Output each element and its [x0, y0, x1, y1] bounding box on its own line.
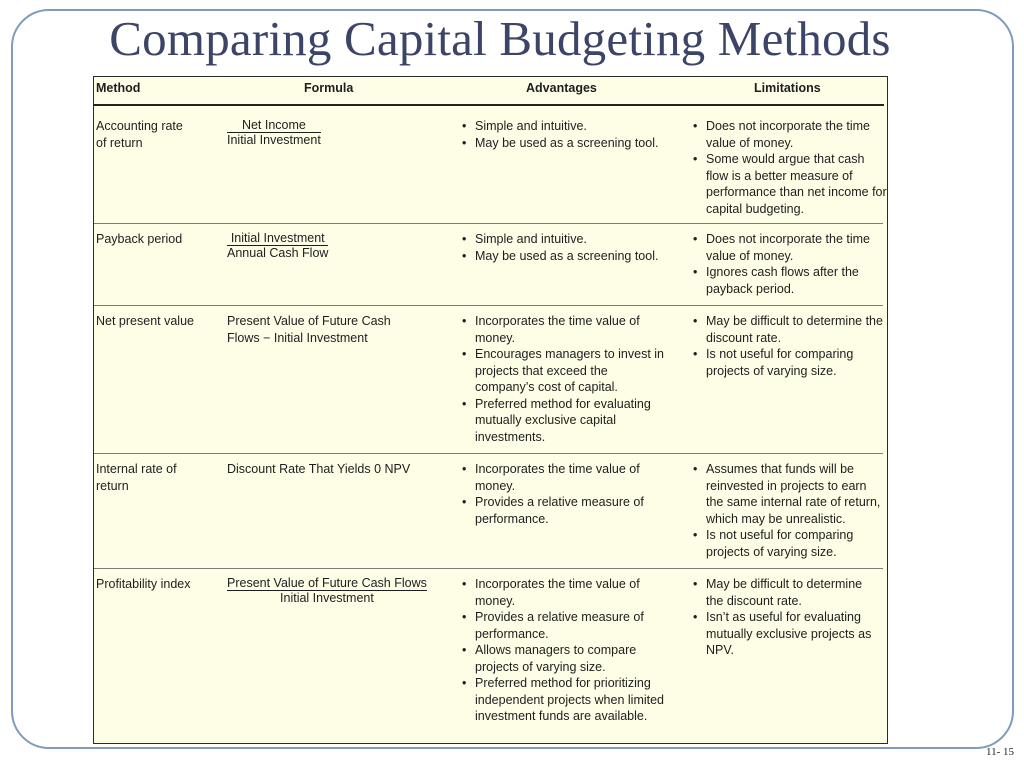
- formula-numerator: Initial Investment: [227, 231, 328, 246]
- header-formula: Formula: [304, 81, 354, 95]
- advantages-list: [460, 231, 684, 264]
- advantages-list: [460, 576, 665, 725]
- comparison-table: [93, 76, 888, 744]
- formula-numerator: Net Income: [227, 118, 321, 133]
- method-name: Profitability index: [96, 577, 191, 591]
- advantage-item: • May be used as a screening tool.: [460, 248, 684, 265]
- limitations-list: [691, 231, 887, 297]
- header-method: Method: [96, 81, 141, 95]
- formula-fraction: [227, 576, 452, 607]
- method-name: Net present value: [96, 314, 194, 328]
- limitation-item: • Does not incorporate the time value of money.: [691, 231, 887, 264]
- advantage-item: • Preferred method for evaluating mutually exclusive capital investments.: [460, 396, 665, 446]
- formula-denominator: Initial Investment: [227, 133, 321, 147]
- limitation-item: • Some would argue that cash flow is a better measure of performance than net income for capital budgeting.: [691, 151, 887, 217]
- limitation-item: • May be difficult to determine the discount rate.: [691, 313, 887, 346]
- header-limitations: Limitations: [754, 81, 821, 95]
- formula-fraction: [227, 118, 452, 149]
- formula-text: Present Value of Future Cash Flows − Initial Investment: [227, 314, 391, 345]
- advantage-item: • Provides a relative measure of performance.: [460, 494, 650, 527]
- formula-numerator: Present Value of Future Cash Flows: [227, 576, 427, 590]
- header-advantages: Advantages: [526, 81, 597, 95]
- table-row-accounting-rate-of-return: [94, 111, 887, 224]
- table-row-profitability-index: [94, 569, 883, 744]
- limitation-item: • Is not useful for comparing projects of varying size.: [691, 346, 887, 379]
- formula-denominator: Annual Cash Flow: [227, 246, 329, 260]
- advantages-list: [460, 313, 665, 445]
- advantage-item: • Encourages managers to invest in projects that exceed the company’s cost of capital.: [460, 346, 665, 396]
- slide-title: Comparing Capital Budgeting Methods: [109, 11, 891, 66]
- table-row-internal-rate-of-return: [94, 454, 883, 569]
- limitation-item: • Is not useful for comparing projects of varying size.: [691, 527, 887, 560]
- limitations-list: [691, 313, 887, 379]
- limitation-item: • May be difficult to determine the discount rate.: [691, 576, 876, 609]
- limitation-item: • Does not incorporate the time value of money.: [691, 118, 887, 151]
- table-row-payback-period: [94, 224, 883, 306]
- advantage-item: • Preferred method for prioritizing independent projects when limited investment funds are available.: [460, 675, 665, 725]
- advantage-item: • Provides a relative measure of performance.: [460, 609, 665, 642]
- advantage-item: • Incorporates the time value of money.: [460, 461, 650, 494]
- formula-fraction: [227, 231, 452, 262]
- table-row-net-present-value: [94, 306, 883, 454]
- advantage-item: • Simple and intuitive.: [460, 231, 684, 248]
- advantage-item: • Incorporates the time value of money.: [460, 313, 665, 346]
- limitation-item: • Assumes that funds will be reinvested in projects to earn the same internal rate of return, which may be unrealistic.: [691, 461, 887, 527]
- advantages-list: [460, 118, 684, 151]
- advantages-list: [460, 461, 650, 527]
- formula-denominator: Initial Investment: [280, 591, 374, 605]
- advantage-item: • Simple and intuitive.: [460, 118, 684, 135]
- advantage-item: • Incorporates the time value of money.: [460, 576, 665, 609]
- table-header: [94, 77, 884, 106]
- page-number: 11- 15: [985, 746, 1014, 758]
- limitation-item: • Isn’t as useful for evaluating mutually exclusive projects as NPV.: [691, 609, 876, 659]
- limitations-list: [691, 118, 887, 217]
- method-name: Internal rate of return: [96, 462, 177, 493]
- advantage-item: • Allows managers to compare projects of varying size.: [460, 642, 665, 675]
- limitations-list: [691, 461, 887, 560]
- method-name: Payback period: [96, 232, 183, 246]
- method-name: Accounting rate of return: [96, 119, 183, 150]
- formula-text: Discount Rate That Yields 0 NPV: [227, 462, 411, 476]
- limitations-list: [691, 576, 876, 659]
- limitation-item: • Ignores cash flows after the payback period.: [691, 264, 887, 297]
- advantage-item: • May be used as a screening tool.: [460, 135, 684, 152]
